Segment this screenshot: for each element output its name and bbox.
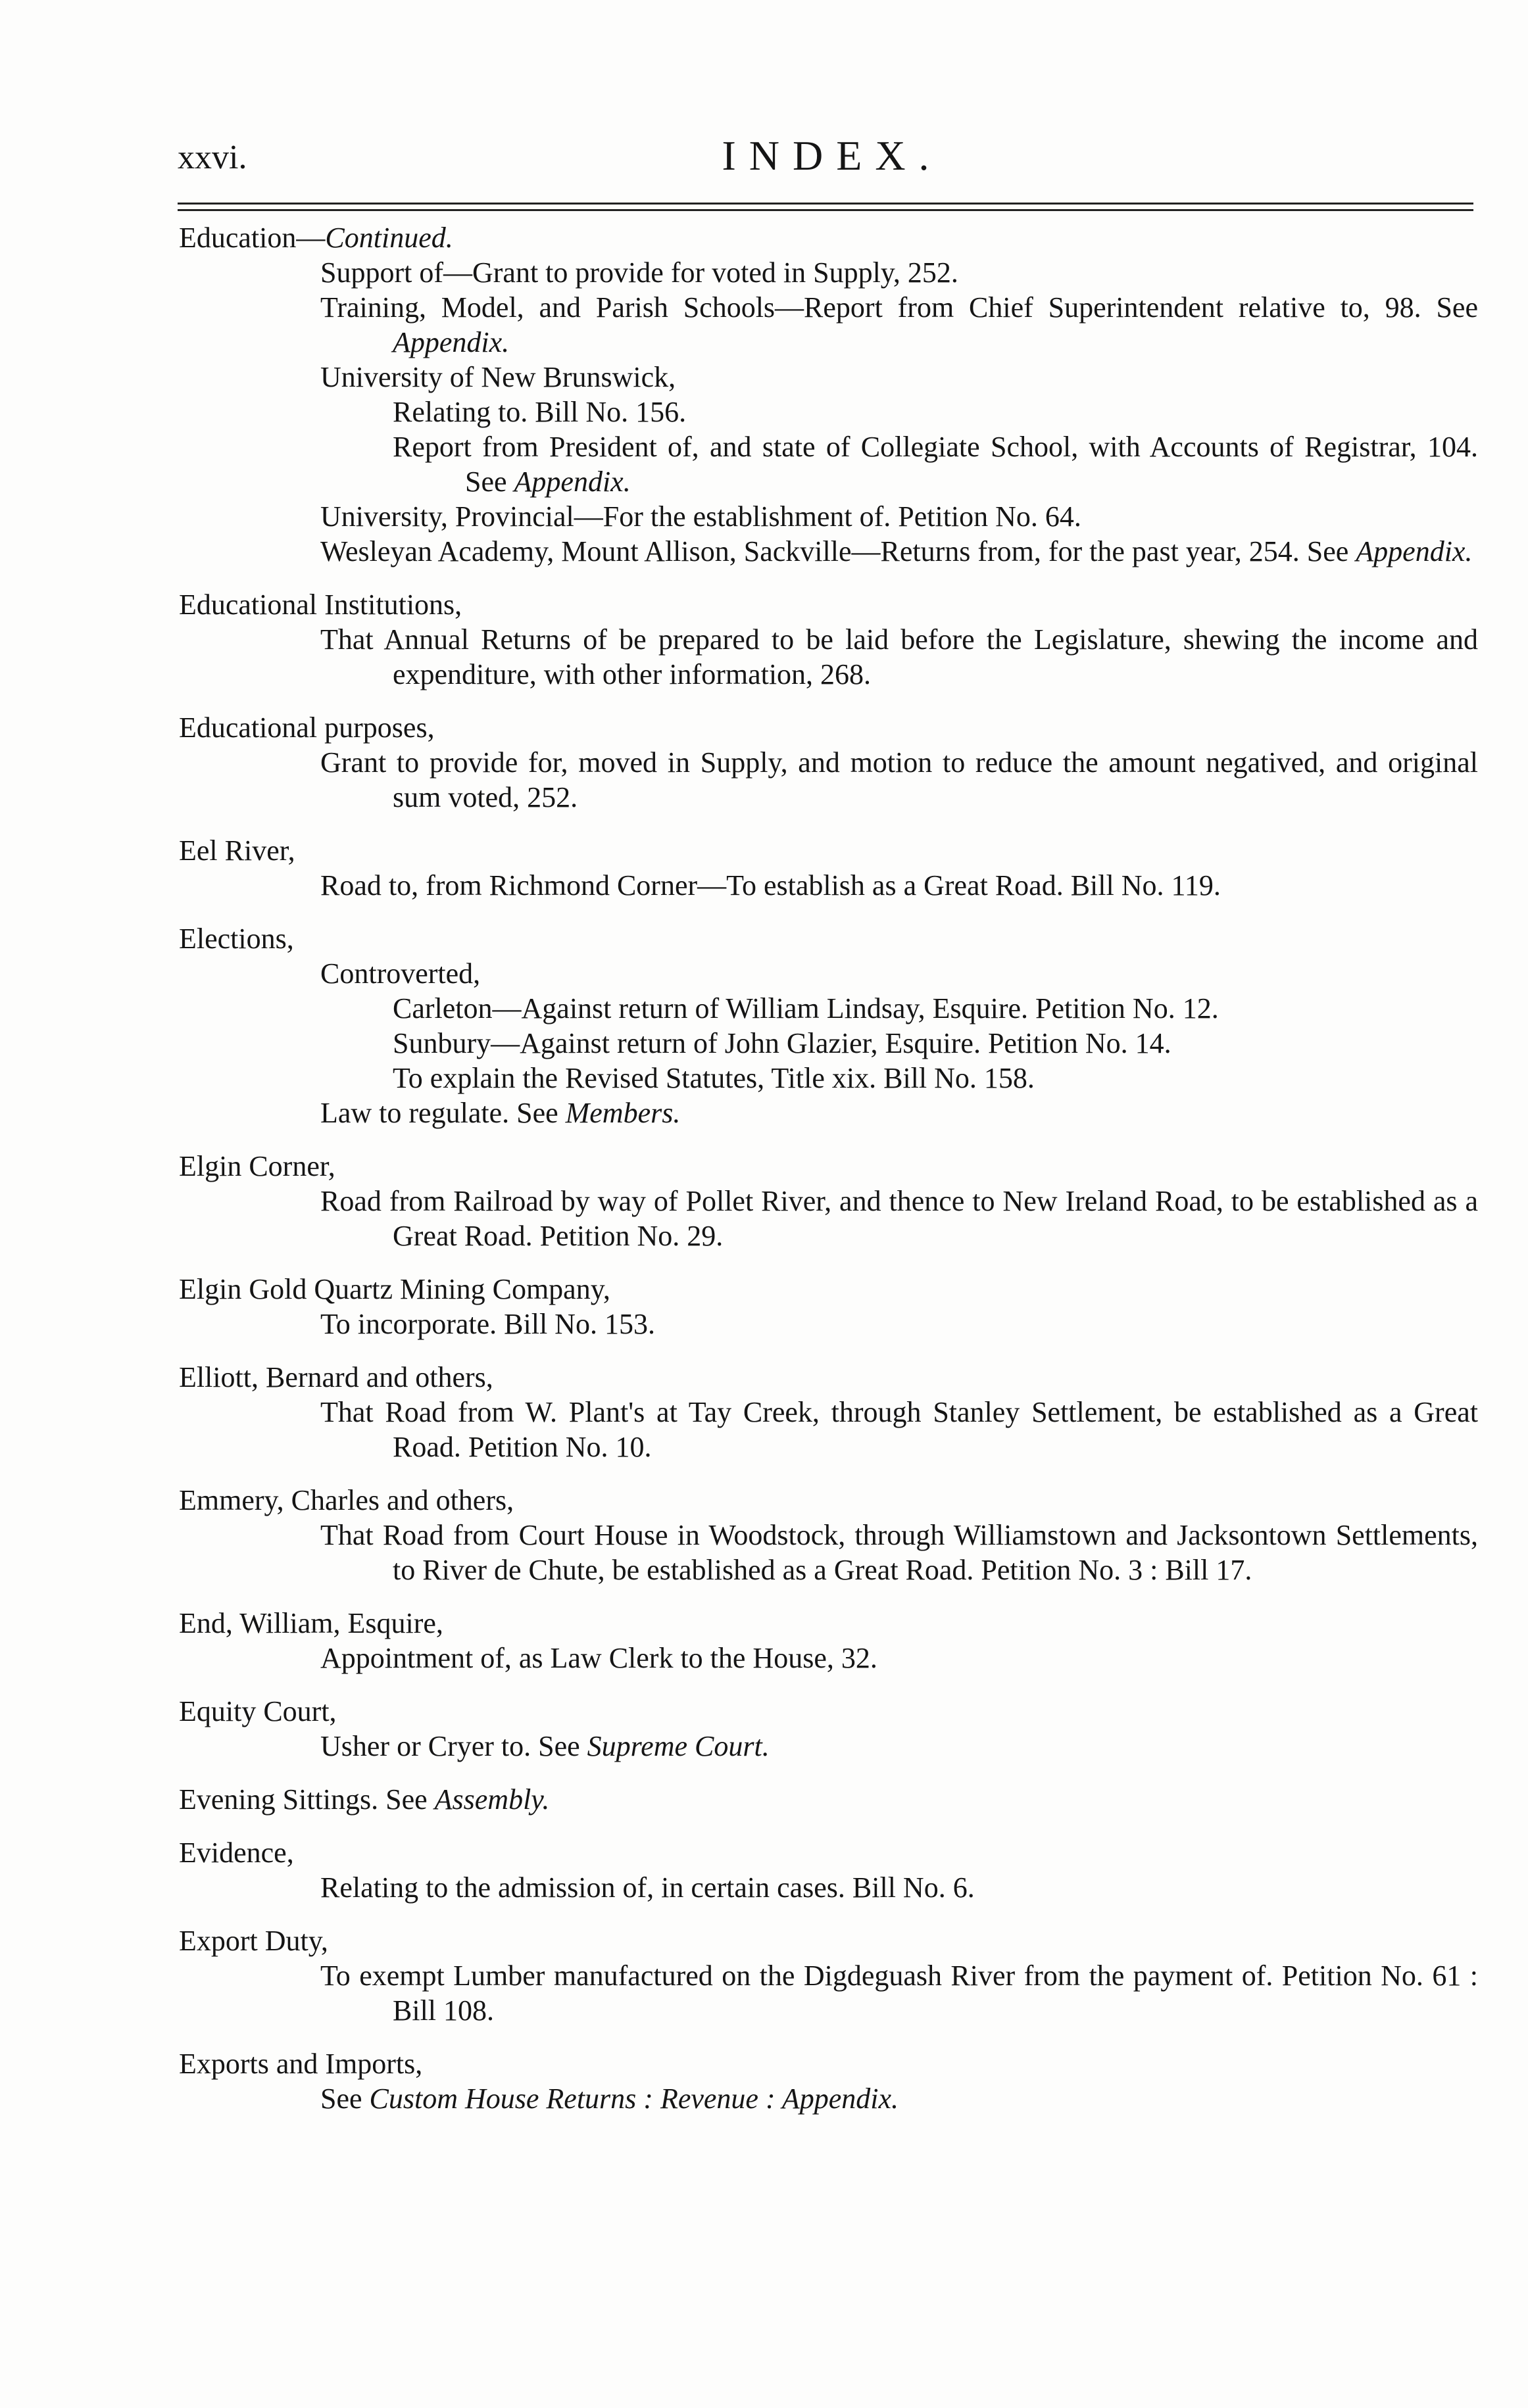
entry-line-reference: Supreme Court. (587, 1730, 770, 1762)
index-entry (179, 710, 1478, 815)
index-entry (179, 1835, 1478, 1905)
entry-line (393, 429, 1478, 499)
entry-line-text: Law to regulate. See (320, 1097, 566, 1129)
index-entry (179, 1782, 1478, 1817)
index-entry (179, 2046, 1478, 2116)
entry-heading-text: Elections, (179, 923, 294, 955)
index-entry (179, 833, 1478, 903)
entry-line-reference: Members. (565, 1097, 681, 1129)
entry-heading-text: End, William, Esquire, (179, 1607, 443, 1639)
entry-line (393, 395, 1478, 429)
entry-line (320, 1518, 1478, 1587)
entry-heading (179, 220, 1478, 255)
entry-line-text: Sunbury—Against return of John Glazier, Esquire. Petition No. 14. (393, 1027, 1171, 1059)
entry-line (320, 1307, 1478, 1341)
page-header (178, 132, 1473, 191)
entry-line (320, 1729, 1478, 1764)
entry-heading (179, 710, 1478, 745)
entry-heading-text: Eel River, (179, 834, 295, 867)
entry-heading (179, 1483, 1478, 1518)
entry-line-reference: Custom House Returns : Revenue : Appendix. (369, 2083, 899, 2115)
header-rule-upper (178, 203, 1473, 205)
index-entry (179, 1694, 1478, 1764)
entry-line-text: Training, Model, and Parish Schools—Report from Chief Superintendent relative to, 98. See (320, 291, 1478, 324)
entry-line (320, 255, 1478, 290)
entry-line-text: To exempt Lumber manufactured on the Digdeguash River from the payment of. Petition No. 61 : Bill 108. (320, 1960, 1478, 2027)
entry-line-reference: Appendix. (393, 326, 510, 358)
entry-heading-italic: Continued. (325, 222, 453, 254)
entry-line (320, 290, 1478, 360)
entry-line (393, 991, 1478, 1026)
entry-heading (179, 1606, 1478, 1641)
entry-line-text: That Road from Court House in Woodstock, through Williamstown and Jacksontown Settlements, to River de Chute, be established as a Great Road. Petition No. 3 : Bill 17. (320, 1519, 1478, 1586)
entry-heading-text: Educational Institutions, (179, 589, 462, 621)
entry-line-text: Usher or Cryer to. See (320, 1730, 587, 1762)
entry-line-text: Relating to. Bill No. 156. (393, 396, 687, 428)
entry-line-text: Road from Railroad by way of Pollet River, and thence to New Ireland Road, to be established as a Great Road. Petition No. 29. (320, 1185, 1478, 1252)
entry-heading (179, 1694, 1478, 1729)
entry-line-text: Controverted, (320, 957, 481, 990)
entry-line (320, 1958, 1478, 2028)
entry-heading (179, 587, 1478, 622)
entry-line-reference: Appendix. (514, 466, 631, 498)
entry-line-text: Wesleyan Academy, Mount Allison, Sackville—Returns from, for the past year, 254. See (320, 535, 1356, 567)
entry-heading (179, 1360, 1478, 1395)
entry-heading (179, 1272, 1478, 1307)
entry-line (320, 2081, 1478, 2116)
index-entry (179, 220, 1478, 569)
entry-heading-italic: Assembly. (434, 1783, 550, 1816)
entry-line (393, 1026, 1478, 1061)
entry-heading-text: Educational purposes, (179, 711, 435, 744)
entry-line-text: To incorporate. Bill No. 153. (320, 1308, 655, 1340)
entry-line-text: That Annual Returns of be prepared to be laid before the Legislature, shewing the income and expenditure, with other information, 268. (320, 623, 1478, 690)
index-entry (179, 921, 1478, 1130)
entry-line (320, 1641, 1478, 1675)
entry-line-text: That Road from W. Plant's at Tay Creek, through Stanley Settlement, be established as a Great Road. Petition No. 10. (320, 1396, 1478, 1463)
entry-line (393, 1061, 1478, 1096)
entry-line-text: Relating to the admission of, in certain cases. Bill No. 6. (320, 1871, 975, 1904)
entry-heading-text: Education— (179, 222, 326, 254)
entry-heading-text: Evidence, (179, 1837, 294, 1869)
entry-line-text: Grant to provide for, moved in Supply, and motion to reduce the amount negatived, and original sum voted, 252. (320, 746, 1478, 813)
entry-heading-text: Emmery, Charles and others, (179, 1484, 514, 1516)
entry-heading (179, 833, 1478, 868)
entry-heading (179, 2046, 1478, 2081)
entry-line-text: Carleton—Against return of William Lindsay, Esquire. Petition No. 12. (393, 992, 1219, 1024)
entry-heading (179, 1923, 1478, 1958)
entry-line-text: See (320, 2083, 370, 2115)
entry-line-text: University, Provincial—For the establishment of. Petition No. 64. (320, 500, 1081, 533)
index-entry (179, 1483, 1478, 1587)
index-entry (179, 1360, 1478, 1464)
entry-line-reference: Appendix. (1356, 535, 1473, 567)
entry-line (320, 534, 1478, 569)
entry-line (320, 1395, 1478, 1464)
entry-heading-text: Elgin Corner, (179, 1150, 335, 1182)
entry-line (320, 1184, 1478, 1253)
entry-line (320, 956, 1478, 991)
entry-heading-text: Exports and Imports, (179, 2048, 423, 2080)
entry-heading (179, 1835, 1478, 1870)
index-entry (179, 587, 1478, 692)
entry-heading-text: Evening Sittings. See (179, 1783, 435, 1816)
entry-line (320, 1096, 1478, 1130)
index-entry (179, 1606, 1478, 1675)
index-entry (179, 1272, 1478, 1341)
entry-line (320, 499, 1478, 534)
entry-line (320, 1870, 1478, 1905)
index-entry (179, 1149, 1478, 1253)
entry-heading (179, 1149, 1478, 1184)
entry-line (320, 868, 1478, 903)
entry-heading-text: Elgin Gold Quartz Mining Company, (179, 1273, 610, 1305)
entry-line-text: Appointment of, as Law Clerk to the House, 32. (320, 1642, 877, 1674)
index-entries (179, 220, 1478, 2116)
entry-line (320, 745, 1478, 815)
index-entry (179, 1923, 1478, 2028)
entry-heading-text: Elliott, Bernard and others, (179, 1361, 493, 1393)
header-rule-lower (178, 209, 1473, 211)
entry-line (320, 622, 1478, 692)
entry-line-text: University of New Brunswick, (320, 361, 676, 393)
entry-line-text: Road to, from Richmond Corner—To establish as a Great Road. Bill No. 119. (320, 869, 1221, 902)
entry-line-text: To explain the Revised Statutes, Title xix. Bill No. 158. (393, 1062, 1035, 1094)
entry-heading (179, 1782, 1478, 1817)
page-number: xxvi. (178, 139, 247, 176)
entry-line-text: Report from President of, and state of Collegiate School, with Accounts of Registrar, 104. See (393, 431, 1478, 498)
page-title: INDEX. (722, 132, 943, 179)
entry-heading (179, 921, 1478, 956)
entry-line-text: Support of—Grant to provide for voted in Supply, 252. (320, 256, 958, 289)
entry-heading-text: Equity Court, (179, 1695, 337, 1727)
entry-line (320, 360, 1478, 395)
entry-heading-text: Export Duty, (179, 1925, 328, 1957)
